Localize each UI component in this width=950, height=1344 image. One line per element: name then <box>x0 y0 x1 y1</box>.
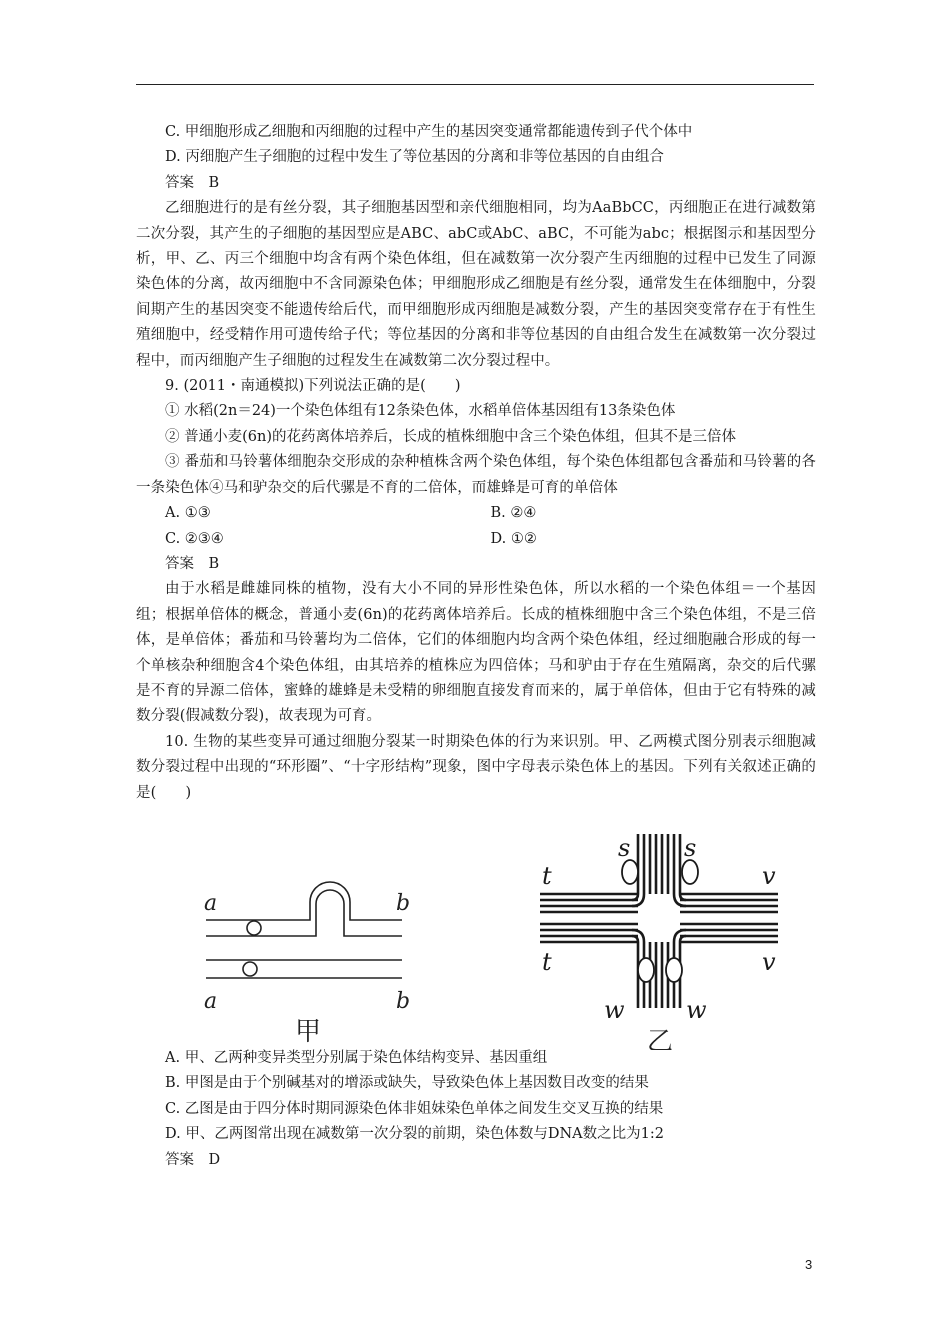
q10-option-a: A. 甲、乙两种变异类型分别属于染色体结构变异、基因重组 <box>165 1049 548 1066</box>
jia-label-a-top: a <box>204 890 218 916</box>
q10-option-b: B. 甲图是由于个别碱基对的增添或缺失，导致染色体上基因数目改变的结果 <box>165 1075 649 1092</box>
jia-label-b-bottom: b <box>396 988 411 1014</box>
q9-options-row-2 <box>136 527 816 552</box>
q8-answer: 答案 B <box>165 174 220 191</box>
yi-label-s-left: s <box>618 833 631 862</box>
q9-option-a: A. ①③ <box>165 505 211 522</box>
yi-label-v-top: v <box>762 861 776 890</box>
yi-caption: 乙 <box>646 1026 674 1050</box>
yi-label-w-right: w <box>686 995 707 1024</box>
q10-option-c: C. 乙图是由于四分体时期同源染色体非姐妹染色单体之间发生交叉互换的结果 <box>165 1100 664 1117</box>
q9-statement-2: ② 普通小麦(6n)的花药离体培养后，长成的植株细胞中含三个染色体组，但其不是三倍体 <box>165 428 736 445</box>
jia-caption: 甲 <box>294 1016 322 1044</box>
yi-centromere-top-left <box>622 860 638 884</box>
jia-chromosome-top-upper <box>206 882 402 920</box>
yi-centromere-top-right <box>682 860 698 884</box>
q9-options-row-1 <box>136 501 816 526</box>
page-content <box>136 120 816 1173</box>
yi-label-v-bottom: v <box>762 947 776 976</box>
figure-jia <box>198 844 418 1044</box>
q8-option-c: C. 甲细胞形成乙细胞和丙细胞的过程中产生的基因突变通常都能遗传到子代个体中 <box>165 124 693 140</box>
q9-option-c: C. ②③④ <box>165 530 224 547</box>
jia-label-a-bottom: a <box>204 988 218 1014</box>
header-rule <box>136 84 814 85</box>
q9-option-b: B. ②④ <box>490 505 537 522</box>
jia-centromere-bottom <box>243 962 257 976</box>
q9-explanation: 由于水稻是雌雄同株的植物，没有大小不同的异形性染色体，所以水稻的一个染色体组＝一个基因组；根据单倍体的概念，普通小麦(6n)的花药离体培养后。长成的植株细胞中含三个染色体组，不是三倍体，是单倍体；番茄和马铃薯均为二倍体，它们的体细胞内均含两个染色体组，经过细胞融合形成的每一个单核杂种细胞含4个染色体组，由其培养的植株应为四倍体；马和驴由于存在生殖隔离，杂交的后代骡是不育的异源二倍体，蜜蜂的雄蜂是未受精的卵细胞直接发育而来的，属于单倍体，但由于它有特殊的减数分裂(假减数分裂)，故表现为可育。 <box>136 581 816 725</box>
q10-figures <box>136 814 816 1050</box>
q10-stem: 10. 生物的某些变异可通过细胞分裂某一时期染色体的行为来识别。甲、乙两模式图分别表示细胞减数分裂过程中出现的“环形圈”、“十字形结构”现象，图中字母表示染色体上的基因。下列有关叙述正确的是( ) <box>136 733 816 801</box>
yi-centromere-bottom-left <box>638 958 654 982</box>
jia-centromere-top <box>247 921 261 935</box>
yi-centromere-bottom-right <box>666 958 682 982</box>
q9-statement-3: ③ 番茄和马铃薯体细胞杂交形成的杂种植株含两个染色体组，每个染色体组都包含番茄和马铃薯的各一条染色体④马和驴杂交的后代骡是不育的二倍体，而雄蜂是可育的单倍体 <box>136 454 816 496</box>
yi-cross-structure <box>540 834 778 1008</box>
yi-label-t-top: t <box>542 861 552 890</box>
yi-label-t-bottom: t <box>542 947 552 976</box>
yi-label-w-left: w <box>604 995 625 1024</box>
q9-answer: 答案 B <box>165 555 220 572</box>
yi-label-s-right: s <box>684 833 697 862</box>
figure-yi <box>534 824 784 1050</box>
q9-stem: 9. (2011・南通模拟)下列说法正确的是( ) <box>165 378 461 395</box>
jia-label-b-top: b <box>396 890 411 916</box>
jia-chromosome-top-lower <box>206 890 402 936</box>
q9-option-d: D. ①② <box>490 530 537 547</box>
q8-explanation: 乙细胞进行的是有丝分裂，其子细胞基因型和亲代细胞相同，均为AaBbCC，丙细胞正在进行减数第二次分裂，其产生的子细胞的基因型应是ABC、abC或AbC、aBC，不可能为abc；根据图示和基因型分析，甲、乙、丙三个细胞中均含有两个染色体组，但在减数第一次分裂产生丙细胞的过程中已发生了同源染色体的分离，故丙细胞中不含同源染色体；甲细胞形成乙细胞是有丝分裂，通常发生在体细胞中，分裂间期产生的基因突变不能遗传给后代，而甲细胞形成丙细胞是减数分裂，产生的基因突变常存在于有性生殖细胞中，经受精作用可遗传给子代；等位基因的分离和非等位基因的自由组合发生在减数第一次分裂过程中，而丙细胞产生子细胞的过程发生在减数第二次分裂过程中。 <box>136 200 816 369</box>
page-number: 3 <box>805 1257 813 1272</box>
q10-option-d: D. 甲、乙两图常出现在减数第一次分裂的前期，染色体数与DNA数之比为1:2 <box>165 1126 664 1143</box>
q10-answer: 答案 D <box>165 1151 221 1168</box>
q8-option-d: D. 丙细胞产生子细胞的过程中发生了等位基因的分离和非等位基因的自由组合 <box>165 149 664 166</box>
q9-statement-1: ① 水稻(2n＝24)一个染色体组有12条染色体，水稻单倍体基因组有13条染色体 <box>165 403 676 420</box>
